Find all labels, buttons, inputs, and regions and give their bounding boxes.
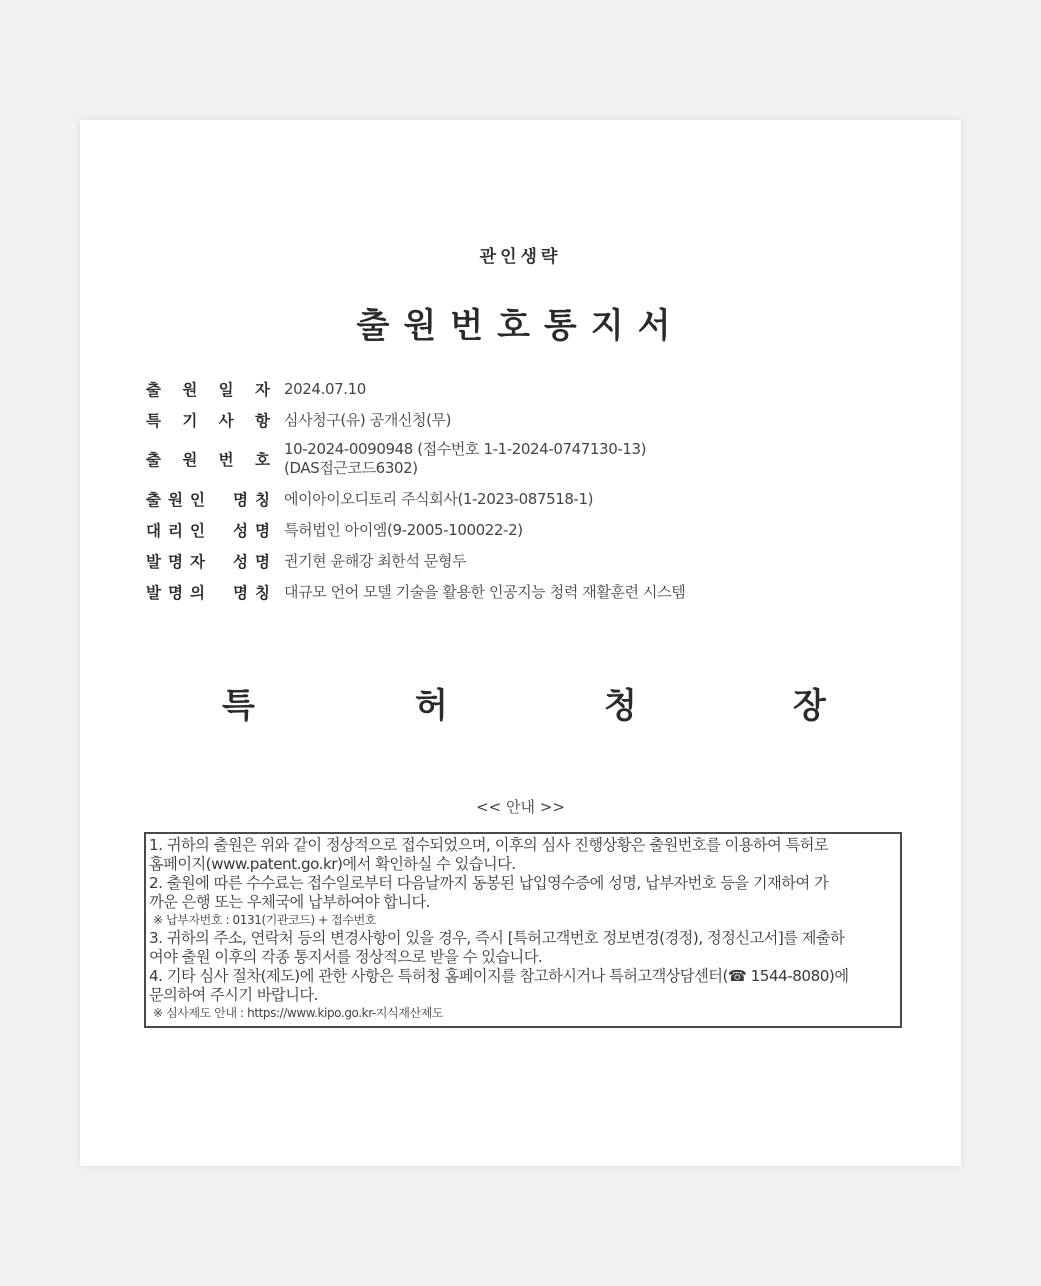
guide-line: 까운 은행 또는 우체국에 납부하여야 합니다. (149, 893, 431, 911)
authority-char: 허 (415, 686, 448, 726)
field-label: 출 원 일 자 (146, 381, 270, 399)
document-title: 출원번호통지서 (356, 306, 685, 346)
guide-notice-box (144, 832, 902, 1028)
guide-line: 문의하여 주시기 바랍니다. (149, 986, 318, 1004)
field-agent-name (146, 519, 926, 541)
document-page (80, 120, 961, 1166)
field-special-notes (146, 409, 926, 431)
application-number-value (284, 440, 646, 478)
invention-title-value: 대규모 언어 모델 기술을 활용한 인공지능 청력 재활훈련 시스템 (284, 582, 686, 601)
inventor-names-value: 권기현 윤해강 최한석 문형두 (284, 551, 467, 570)
guide-line: 여야 출원 이후의 각종 통지서를 정상적으로 받을 수 있습니다. (149, 948, 543, 966)
field-label: 출 원 번 호 (146, 451, 270, 469)
official-seal-omitted-note: 관인생략 (479, 247, 562, 267)
authority-char: 장 (793, 686, 826, 726)
guide-line: 3. 귀하의 주소, 연락처 등의 변경사항이 있을 경우, 즉시 [특허고객번호 정보변경(경정), 정정신고서]를 제출하 (149, 929, 845, 947)
special-notes-value: 심사청구(유) 공개신청(무) (284, 410, 452, 429)
application-info (146, 378, 926, 612)
field-invention-title (146, 581, 926, 603)
guide-line: 4. 기타 심사 절차(제도)에 관한 사항은 특허청 홈페이지를 참고하시거나 특허고객상담센터(☎ 1544-8080)에 (149, 967, 849, 985)
application-number-line: 10-2024-0090948 (접수번호 1-1-2024-0747130-13) (284, 440, 647, 458)
authority-char: 특 (222, 686, 255, 726)
field-label: 대 리 인 성 명 (146, 522, 270, 540)
field-inventor-names (146, 550, 926, 572)
field-label: 출 원 인 명 칭 (146, 491, 270, 509)
guide-line: 2. 출원에 따른 수수료는 접수일로부터 다음날까지 동봉된 납입영수증에 성명, 납부자번호 등을 기재하여 가 (149, 874, 829, 892)
field-label: 특 기 사 항 (146, 412, 270, 430)
guide-footnote: ※ 납부자번호 : 0131(기관코드) + 접수번호 (153, 913, 377, 927)
applicant-name-value: 에이아이오디토리 주식회사(1-2023-087518-1) (284, 489, 594, 508)
field-applicant-name (146, 488, 926, 510)
agent-name-value: 특허법인 아이엠(9-2005-100022-2) (284, 520, 523, 539)
guide-footnote: ※ 심사제도 안내 : https://www.kipo.go.kr-지식재산제도 (153, 1006, 444, 1020)
das-access-code: (DAS접근코드6302) (284, 459, 418, 477)
authority-char: 청 (604, 686, 637, 726)
guide-heading: << 안내 >> (476, 798, 565, 816)
field-label: 발 명 자 성 명 (146, 553, 270, 571)
field-application-number (146, 440, 926, 478)
filing-date-value: 2024.07.10 (284, 379, 366, 398)
guide-line: 1. 귀하의 출원은 위와 같이 정상적으로 접수되었으며, 이후의 심사 진행상황은 출원번호를 이용하여 특허로 (149, 836, 829, 854)
issuing-authority (80, 678, 961, 726)
field-filing-date (146, 378, 926, 400)
field-label: 발 명 의 명 칭 (146, 584, 270, 602)
guide-line: 홈페이지(www.patent.go.kr)에서 확인하실 수 있습니다. (149, 855, 516, 873)
